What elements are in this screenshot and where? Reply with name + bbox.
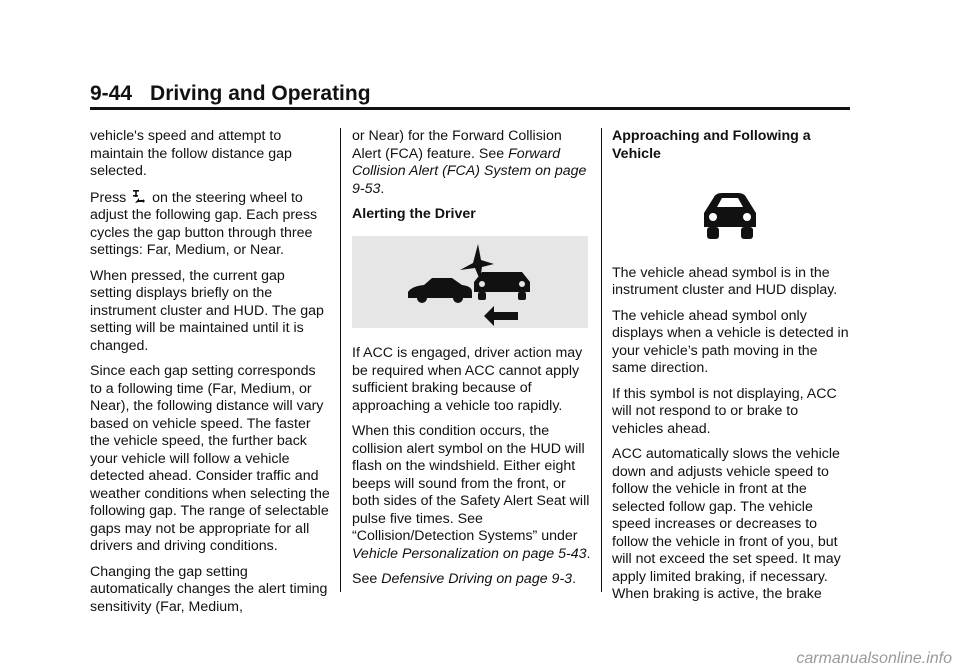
collision-alert-figure (352, 236, 588, 328)
paragraph (352, 128, 592, 198)
column-2 (352, 128, 592, 597)
section-title: Driving and Operating (150, 82, 371, 105)
column-divider (601, 128, 602, 592)
paragraph: ACC automatically slows the vehicle down and adjusts vehicle speed to follow the vehicle in front at the selected follow gap. The vehicle speed increases or decreases to follow the vehicle in front of you, but will not exceed the set speed. It may apply limited braking, if necessary. When braking is active, the brake (612, 446, 841, 602)
cross-reference[interactable]: Defensive Driving on page 9-3 (381, 571, 573, 587)
paragraph: vehicle's speed and attempt to maintain the follow distance gap selected. (90, 128, 292, 179)
column-3 (612, 128, 852, 612)
text: See (352, 571, 378, 587)
subheading: Approaching and Following a Vehicle (612, 128, 811, 162)
paragraph: When pressed, the current gap setting displays briefly on the instrument cluster and HUD. The gap setting will be maintained until it is changed. (90, 267, 324, 354)
paragraph: If ACC is engaged, driver action may be required when ACC cannot apply sufficient braking because of approaching a vehicle too rapidly. (352, 345, 583, 414)
paragraph (352, 571, 592, 589)
subheading: Alerting the Driver (352, 206, 476, 222)
header-rule (90, 107, 850, 110)
vehicle-ahead-icon (612, 173, 848, 253)
text: on the steering wheel to adjust the following gap. Each press cycles the gap button through three settings: Far, Medium, or Near. (90, 189, 318, 258)
text: . (572, 571, 577, 587)
paragraph: Since each gap setting corresponds to a following time (Far, Medium, or Near), the following distance will vary based on vehicle speed. The faster the vehicle speed, the further back your vehicle will follow a vehicle detected ahead. Consider traffic and weather conditions when selecting the following gap. The range of selectable gaps may not be appropriate for all drivers and driving conditions. (90, 363, 330, 554)
text: When this condition occurs, the collision alert symbol on the HUD will flash on the windshield. Either eight beeps will sound from the front, or both sides of the Safety Alert Seat will pulse five times. See “Collision/Detection Systems” under (352, 423, 590, 544)
cross-reference[interactable]: Vehicle Personalization on page 5-43 (352, 545, 587, 562)
paragraph: The vehicle ahead symbol only displays when a vehicle is detected in your vehicle’s path moving in the same direction. (612, 307, 849, 376)
page-number: 9-44 (90, 82, 133, 105)
text: Press (90, 189, 127, 206)
paragraph: Changing the gap setting automatically changes the alert timing sensitivity (Far, Medium, (90, 563, 328, 615)
paragraph (90, 189, 330, 260)
paragraph: If this symbol is not displaying, ACC will not respond to or brake to vehicles ahead. (612, 385, 837, 437)
column-1 (90, 128, 330, 624)
following-gap-icon (132, 189, 146, 205)
paragraph: The vehicle ahead symbol is in the instrument cluster and HUD display. (612, 264, 838, 298)
column-divider (340, 128, 341, 592)
cross-reference[interactable]: Forward Collision Alert (FCA) System on page 9-53 (352, 145, 587, 197)
watermark: carmanualsonline.info (796, 650, 952, 667)
text: or Near) for the Forward Collision Alert (FCA) feature. See (352, 128, 562, 162)
text: . (380, 180, 385, 197)
text: . (586, 545, 591, 562)
paragraph (352, 423, 592, 563)
page-header (90, 82, 850, 106)
